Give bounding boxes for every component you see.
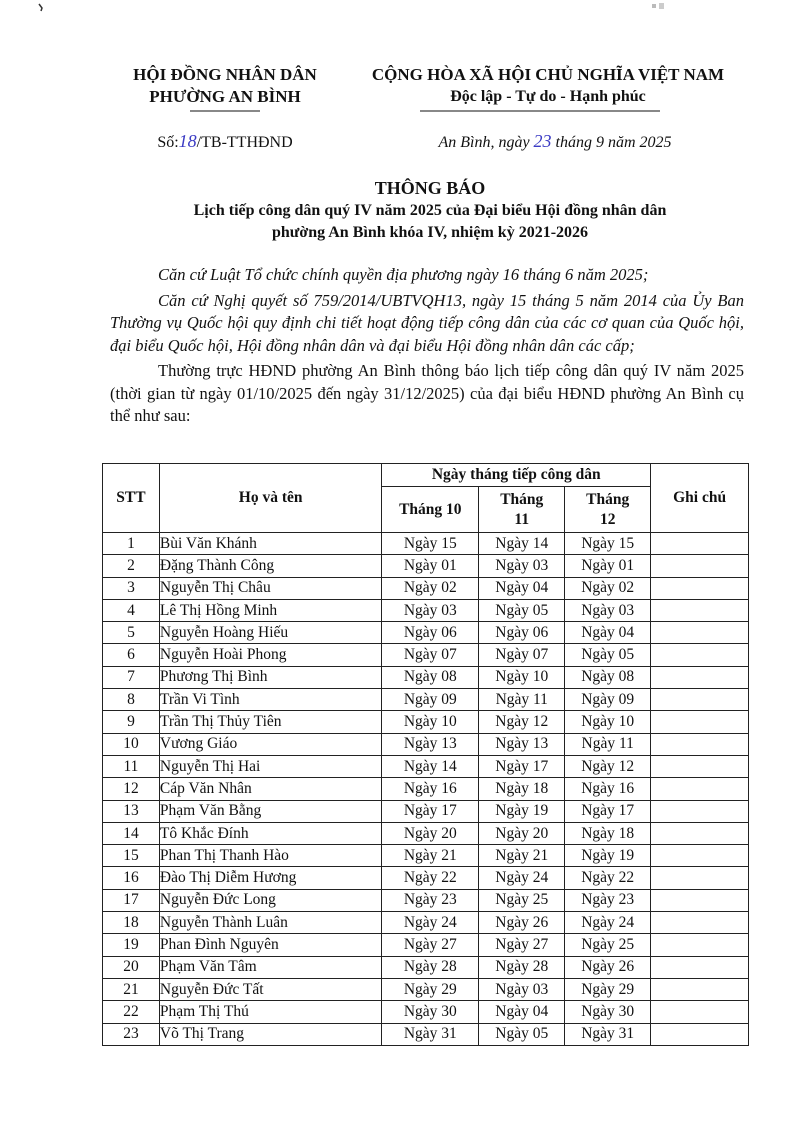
table-row: [103, 689, 749, 711]
row-month-11: Ngày 10: [479, 666, 565, 688]
table-row: [103, 978, 749, 1000]
row-month-12: Ngày 10: [565, 711, 651, 733]
row-stt: 8: [103, 689, 160, 711]
row-name: Nguyễn Đức Tất: [159, 978, 381, 1000]
title-main: THÔNG BÁO: [374, 178, 486, 198]
row-note: [651, 644, 749, 666]
row-month-11: Ngày 05: [479, 599, 565, 621]
row-note: [651, 689, 749, 711]
row-month-10: Ngày 03: [382, 599, 479, 621]
schedule-table: [102, 463, 749, 1046]
row-note: [651, 1001, 749, 1023]
row-note: [651, 599, 749, 621]
row-stt: 17: [103, 889, 160, 911]
table-row: [103, 1023, 749, 1045]
row-month-12: Ngày 17: [565, 800, 651, 822]
row-name: Nguyễn Thị Hai: [159, 755, 381, 777]
row-month-10: Ngày 06: [382, 622, 479, 644]
row-month-10: Ngày 29: [382, 978, 479, 1000]
row-note: [651, 934, 749, 956]
national-motto: Độc lập - Tự do - Hạnh phúc: [450, 88, 646, 105]
row-stt: 7: [103, 666, 160, 688]
row-month-11: Ngày 13: [479, 733, 565, 755]
schedule-body: [103, 533, 749, 1046]
row-name: Tô Khắc Đính: [159, 822, 381, 844]
row-month-10: Ngày 08: [382, 666, 479, 688]
announcement-paragraph: Thường trực HĐND phường An Bình thông báo lịch tiếp công dân quý IV năm 2025 (thời gian từ ngày 01/10/2025 đến ngày 31/12/2025) của đại biểu HĐND phường An Bình cụ thể như sau:: [110, 361, 744, 425]
row-month-11: Ngày 11: [479, 689, 565, 711]
table-row: [103, 845, 749, 867]
table-row: [103, 800, 749, 822]
row-name: Phạm Thị Thú: [159, 1001, 381, 1023]
row-note: [651, 822, 749, 844]
row-month-10: Ngày 31: [382, 1023, 479, 1045]
title-sub-2: phường An Bình khóa IV, nhiệm kỳ 2021-2026: [271, 224, 589, 241]
table-row: [103, 533, 749, 555]
number-value: 18: [178, 131, 197, 151]
table-row: [103, 711, 749, 733]
row-stt: 20: [103, 956, 160, 978]
row-month-10: Ngày 16: [382, 778, 479, 800]
row-month-10: Ngày 07: [382, 644, 479, 666]
row-name: Nguyễn Hoài Phong: [159, 644, 381, 666]
document-body: [110, 264, 744, 431]
row-month-11: Ngày 05: [479, 1023, 565, 1045]
header-month-11: Tháng 11: [479, 487, 565, 533]
row-stt: 18: [103, 912, 160, 934]
row-month-10: Ngày 30: [382, 1001, 479, 1023]
scan-corner-mark: [650, 2, 666, 12]
row-month-11: Ngày 25: [479, 889, 565, 911]
nation-header: [338, 64, 758, 108]
row-note: [651, 755, 749, 777]
table-row: [103, 934, 749, 956]
number-suffix: /TB-TTHĐND: [196, 134, 293, 151]
row-month-11: Ngày 20: [479, 822, 565, 844]
table-row: [103, 1001, 749, 1023]
table-row: [103, 577, 749, 599]
date-prefix: An Bình, ngày: [438, 134, 530, 151]
row-month-11: Ngày 14: [479, 533, 565, 555]
row-name: Phan Thị Thanh Hào: [159, 845, 381, 867]
row-month-12: Ngày 19: [565, 845, 651, 867]
row-month-11: Ngày 28: [479, 956, 565, 978]
row-month-12: Ngày 22: [565, 867, 651, 889]
row-note: [651, 956, 749, 978]
row-month-10: Ngày 28: [382, 956, 479, 978]
row-name: Lê Thị Hồng Minh: [159, 599, 381, 621]
row-month-11: Ngày 18: [479, 778, 565, 800]
row-stt: 19: [103, 934, 160, 956]
row-name: Nguyễn Hoàng Hiếu: [159, 622, 381, 644]
row-note: [651, 867, 749, 889]
row-month-12: Ngày 30: [565, 1001, 651, 1023]
row-month-10: Ngày 20: [382, 822, 479, 844]
document-number: [100, 131, 350, 152]
row-month-12: Ngày 08: [565, 666, 651, 688]
row-stt: 2: [103, 555, 160, 577]
table-row: [103, 867, 749, 889]
row-month-11: Ngày 26: [479, 912, 565, 934]
row-note: [651, 622, 749, 644]
header-name: Họ và tên: [159, 464, 381, 533]
header-month-12: Tháng 12: [565, 487, 651, 533]
row-month-10: Ngày 22: [382, 867, 479, 889]
row-month-12: Ngày 29: [565, 978, 651, 1000]
legal-basis-1: Căn cứ Luật Tổ chức chính quyền địa phương ngày 16 tháng 6 năm 2025;: [158, 265, 649, 284]
row-month-11: Ngày 21: [479, 845, 565, 867]
row-month-11: Ngày 03: [479, 978, 565, 1000]
council-header: [100, 64, 350, 108]
row-note: [651, 555, 749, 577]
row-note: [651, 978, 749, 1000]
date-suffix: tháng 9 năm 2025: [555, 134, 672, 151]
row-stt: 5: [103, 622, 160, 644]
row-month-10: Ngày 17: [382, 800, 479, 822]
row-stt: 4: [103, 599, 160, 621]
row-stt: 13: [103, 800, 160, 822]
row-month-10: Ngày 27: [382, 934, 479, 956]
row-month-11: Ngày 12: [479, 711, 565, 733]
date-day: 23: [533, 131, 552, 151]
row-stt: 15: [103, 845, 160, 867]
row-note: [651, 533, 749, 555]
row-month-10: Ngày 13: [382, 733, 479, 755]
row-name: Vương Giáo: [159, 733, 381, 755]
row-name: Phạm Văn Tâm: [159, 956, 381, 978]
row-name: Nguyễn Thị Châu: [159, 577, 381, 599]
row-month-11: Ngày 07: [479, 644, 565, 666]
table-row: [103, 755, 749, 777]
row-month-11: Ngày 04: [479, 1001, 565, 1023]
row-month-12: Ngày 12: [565, 755, 651, 777]
row-month-11: Ngày 03: [479, 555, 565, 577]
scan-speck-mark: [38, 2, 46, 12]
title-sub-1: Lịch tiếp công dân quý IV năm 2025 của Đại biểu Hội đồng nhân dân: [193, 202, 667, 219]
row-month-12: Ngày 03: [565, 599, 651, 621]
row-stt: 6: [103, 644, 160, 666]
row-month-12: Ngày 01: [565, 555, 651, 577]
row-note: [651, 889, 749, 911]
number-prefix: Số:: [157, 134, 179, 151]
row-month-10: Ngày 10: [382, 711, 479, 733]
row-month-12: Ngày 31: [565, 1023, 651, 1045]
row-note: [651, 845, 749, 867]
table-row: [103, 666, 749, 688]
row-month-12: Ngày 04: [565, 622, 651, 644]
row-name: Nguyễn Thành Luân: [159, 912, 381, 934]
nation-name: CỘNG HÒA XÃ HỘI CHỦ NGHĨA VIỆT NAM: [371, 65, 725, 84]
row-month-11: Ngày 24: [479, 867, 565, 889]
header-date-group: Ngày tháng tiếp công dân: [382, 464, 651, 487]
row-name: Nguyễn Đức Long: [159, 889, 381, 911]
row-month-12: Ngày 18: [565, 822, 651, 844]
row-month-11: Ngày 17: [479, 755, 565, 777]
row-stt: 3: [103, 577, 160, 599]
table-row: [103, 555, 749, 577]
row-name: Phan Đình Nguyên: [159, 934, 381, 956]
table-row: [103, 778, 749, 800]
row-month-10: Ngày 14: [382, 755, 479, 777]
row-month-11: Ngày 04: [479, 577, 565, 599]
row-note: [651, 711, 749, 733]
table-row: [103, 622, 749, 644]
row-month-12: Ngày 02: [565, 577, 651, 599]
row-month-10: Ngày 24: [382, 912, 479, 934]
document-date: [360, 131, 750, 152]
row-stt: 10: [103, 733, 160, 755]
row-name: Phương Thị Bình: [159, 666, 381, 688]
motto-underline: [420, 110, 660, 113]
row-month-12: Ngày 26: [565, 956, 651, 978]
row-stt: 21: [103, 978, 160, 1000]
ward-name: PHƯỜNG AN BÌNH: [149, 87, 301, 106]
row-name: Trần Vi Tình: [159, 689, 381, 711]
row-note: [651, 1023, 749, 1045]
row-stt: 23: [103, 1023, 160, 1045]
row-stt: 9: [103, 711, 160, 733]
row-name: Đào Thị Diễm Hương: [159, 867, 381, 889]
row-note: [651, 733, 749, 755]
table-row: [103, 599, 749, 621]
row-name: Phạm Văn Bằng: [159, 800, 381, 822]
header-month-10: Tháng 10: [382, 487, 479, 533]
row-month-12: Ngày 23: [565, 889, 651, 911]
row-month-12: Ngày 25: [565, 934, 651, 956]
table-row: [103, 889, 749, 911]
row-stt: 12: [103, 778, 160, 800]
table-row: [103, 644, 749, 666]
table-row: [103, 822, 749, 844]
row-month-11: Ngày 06: [479, 622, 565, 644]
row-note: [651, 778, 749, 800]
row-month-10: Ngày 09: [382, 689, 479, 711]
row-name: Trần Thị Thủy Tiên: [159, 711, 381, 733]
row-month-10: Ngày 15: [382, 533, 479, 555]
row-name: Bùi Văn Khánh: [159, 533, 381, 555]
legal-basis-2: Căn cứ Nghị quyết số 759/2014/UBTVQH13, ngày 15 tháng 5 năm 2014 của Ủy Ban Thường vụ Quốc hội quy định chi tiết hoạt động tiếp công dân của các cơ quan của Quốc hội, đại biểu Quốc hội, Hội đồng nhân dân và đại biểu Hội đồng nhân dân các cấp;: [110, 290, 744, 355]
table-row: [103, 956, 749, 978]
row-stt: 11: [103, 755, 160, 777]
row-month-12: Ngày 09: [565, 689, 651, 711]
row-month-10: Ngày 23: [382, 889, 479, 911]
table-row: [103, 912, 749, 934]
row-name: Võ Thị Trang: [159, 1023, 381, 1045]
row-month-12: Ngày 24: [565, 912, 651, 934]
row-note: [651, 912, 749, 934]
header-stt: STT: [103, 464, 160, 533]
row-month-10: Ngày 21: [382, 845, 479, 867]
row-name: Đặng Thành Công: [159, 555, 381, 577]
row-name: Cáp Văn Nhân: [159, 778, 381, 800]
row-month-11: Ngày 19: [479, 800, 565, 822]
row-note: [651, 800, 749, 822]
row-month-12: Ngày 16: [565, 778, 651, 800]
row-note: [651, 577, 749, 599]
council-underline: [190, 110, 260, 113]
table-row: [103, 733, 749, 755]
row-month-12: Ngày 11: [565, 733, 651, 755]
header-note: Ghi chú: [651, 464, 749, 533]
council-name: HỘI ĐỒNG NHÂN DÂN: [133, 65, 317, 84]
row-month-10: Ngày 01: [382, 555, 479, 577]
row-month-11: Ngày 27: [479, 934, 565, 956]
row-month-10: Ngày 02: [382, 577, 479, 599]
row-month-12: Ngày 15: [565, 533, 651, 555]
document-title: [100, 176, 760, 244]
row-month-12: Ngày 05: [565, 644, 651, 666]
row-note: [651, 666, 749, 688]
row-stt: 16: [103, 867, 160, 889]
row-stt: 14: [103, 822, 160, 844]
row-stt: 1: [103, 533, 160, 555]
row-stt: 22: [103, 1001, 160, 1023]
